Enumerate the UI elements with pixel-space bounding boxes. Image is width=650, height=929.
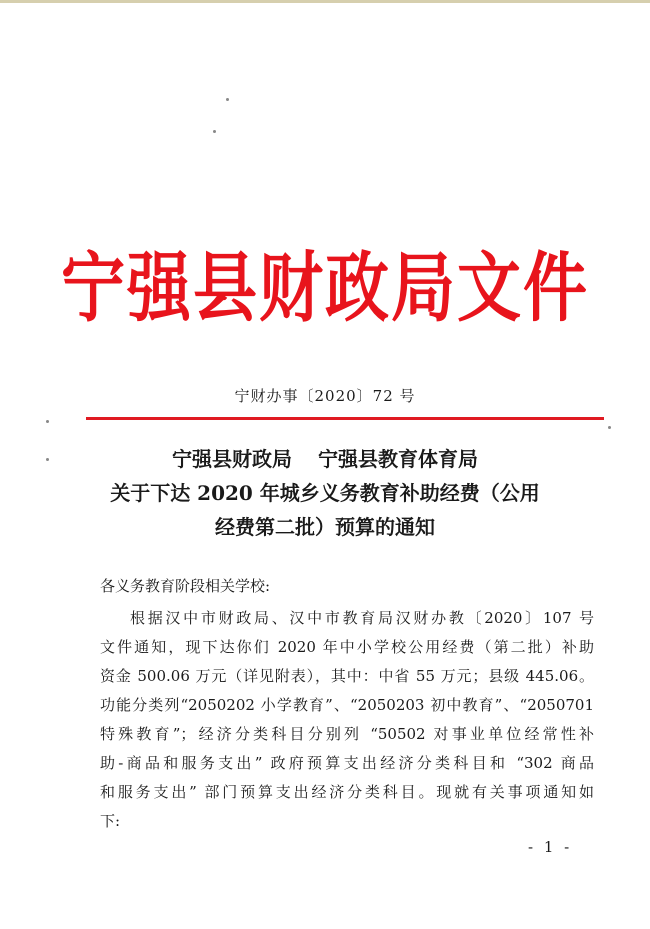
- body-line: 文件通知，现下达你们 2020 年中小学校公用经费（第二批）补助: [100, 638, 594, 656]
- body-line: 下:: [100, 812, 121, 830]
- document-number: 宁财办事〔2020〕72 号: [234, 387, 416, 405]
- notice-title-line-3: 经费第二批）预算的通知: [215, 515, 435, 539]
- scan-speck: [213, 130, 216, 133]
- body-line: 和服务支出” 部门预算支出经济分类科目。现就有关事项通知如: [100, 783, 594, 801]
- notice-title-issuers: [0, 442, 650, 476]
- document-header-title: 宁强县财政局文件: [61, 244, 589, 334]
- body-line: 资金 500.06 万元（详见附表），其中：中省 55 万元；县级 445.06。: [100, 667, 594, 685]
- scan-speck: [46, 420, 49, 423]
- notice-title-line-2: 关于下达 2020 年城乡义务教育补助经费（公用: [110, 481, 540, 505]
- salutation: 各义务教育阶段相关学校:: [100, 577, 271, 595]
- scan-speck: [226, 98, 229, 101]
- page-number: - 1 -: [528, 838, 573, 856]
- body-line: 特殊教育”；经济分类科目分别列 “50502 对事业单位经常性补: [100, 725, 594, 743]
- page-top-edge: [0, 0, 650, 3]
- body-line: 助-商品和服务支出” 政府预算支出经济分类科目和 “302 商品: [100, 754, 594, 772]
- issuer-finance-bureau: 宁强县财政局: [172, 447, 292, 471]
- scan-speck: [608, 426, 611, 429]
- body-line: 功能分类列“2050202 小学教育”、“2050203 初中教育”、“2050701: [100, 696, 594, 714]
- red-divider-line: [86, 417, 604, 420]
- issuer-education-bureau: 宁强县教育体育局: [318, 447, 478, 471]
- body-line: 根据汉中市财政局、汉中市教育局汉财办教〔2020〕107 号: [130, 609, 594, 627]
- body-paragraph: [100, 604, 594, 836]
- notice-title: [0, 442, 650, 544]
